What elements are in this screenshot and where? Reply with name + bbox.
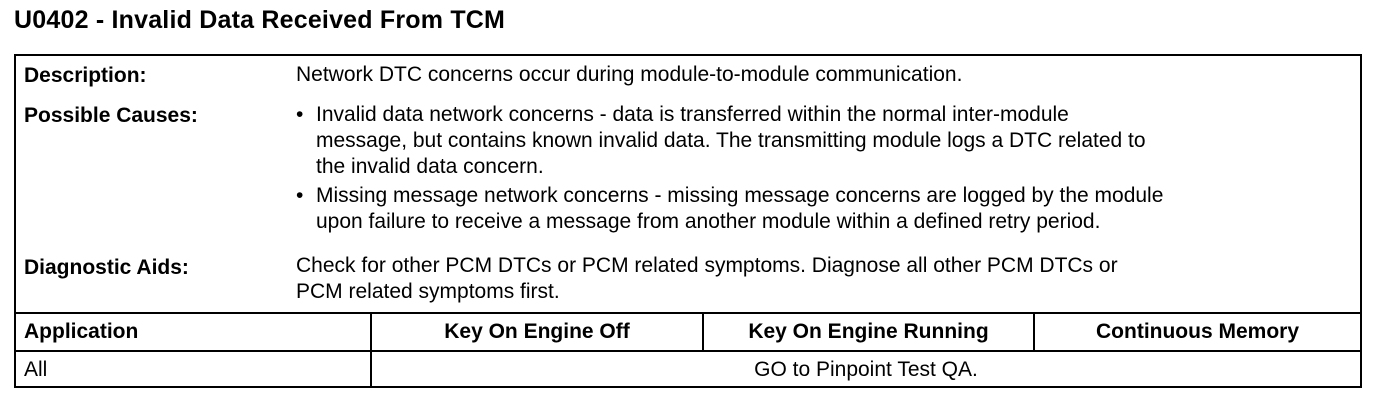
table-divider bbox=[16, 312, 1360, 314]
diagnostic-aids-line: Check for other PCM DTCs or PCM related symptoms. Diagnose all other PCM DTCs or bbox=[296, 254, 1118, 277]
description-label: Description: bbox=[24, 64, 147, 87]
table-divider bbox=[16, 350, 1360, 352]
header-key-on-engine-off: Key On Engine Off bbox=[444, 320, 630, 343]
diagnostic-aids-label: Diagnostic Aids: bbox=[24, 256, 189, 279]
application-value: All bbox=[24, 358, 48, 381]
bullet-icon: • bbox=[296, 103, 304, 126]
header-application: Application bbox=[24, 320, 139, 343]
description-text: Network DTC concerns occur during module-to-module communication. bbox=[296, 63, 963, 86]
bullet-icon: • bbox=[296, 184, 304, 207]
pinpoint-test-instruction: GO to Pinpoint Test QA. bbox=[754, 358, 978, 381]
possible-causes-label: Possible Causes: bbox=[24, 104, 198, 127]
page-title: U0402 - Invalid Data Received From TCM bbox=[14, 6, 506, 34]
cause-line: Invalid data network concerns - data is transferred within the normal inter-module bbox=[316, 103, 1069, 126]
diagnostic-aids-line: PCM related symptoms first. bbox=[296, 280, 560, 303]
cause-line: message, but contains known invalid data. The transmitting module logs a DTC related to bbox=[316, 129, 1146, 152]
cause-line: Missing message network concerns - missing message concerns are logged by the module bbox=[316, 184, 1164, 207]
cause-line: upon failure to receive a message from another module within a defined retry period. bbox=[316, 210, 1101, 233]
cause-line: the invalid data concern. bbox=[316, 155, 544, 178]
header-key-on-engine-running: Key On Engine Running bbox=[748, 320, 989, 343]
dtc-table bbox=[14, 54, 1362, 388]
header-continuous-memory: Continuous Memory bbox=[1096, 320, 1299, 343]
